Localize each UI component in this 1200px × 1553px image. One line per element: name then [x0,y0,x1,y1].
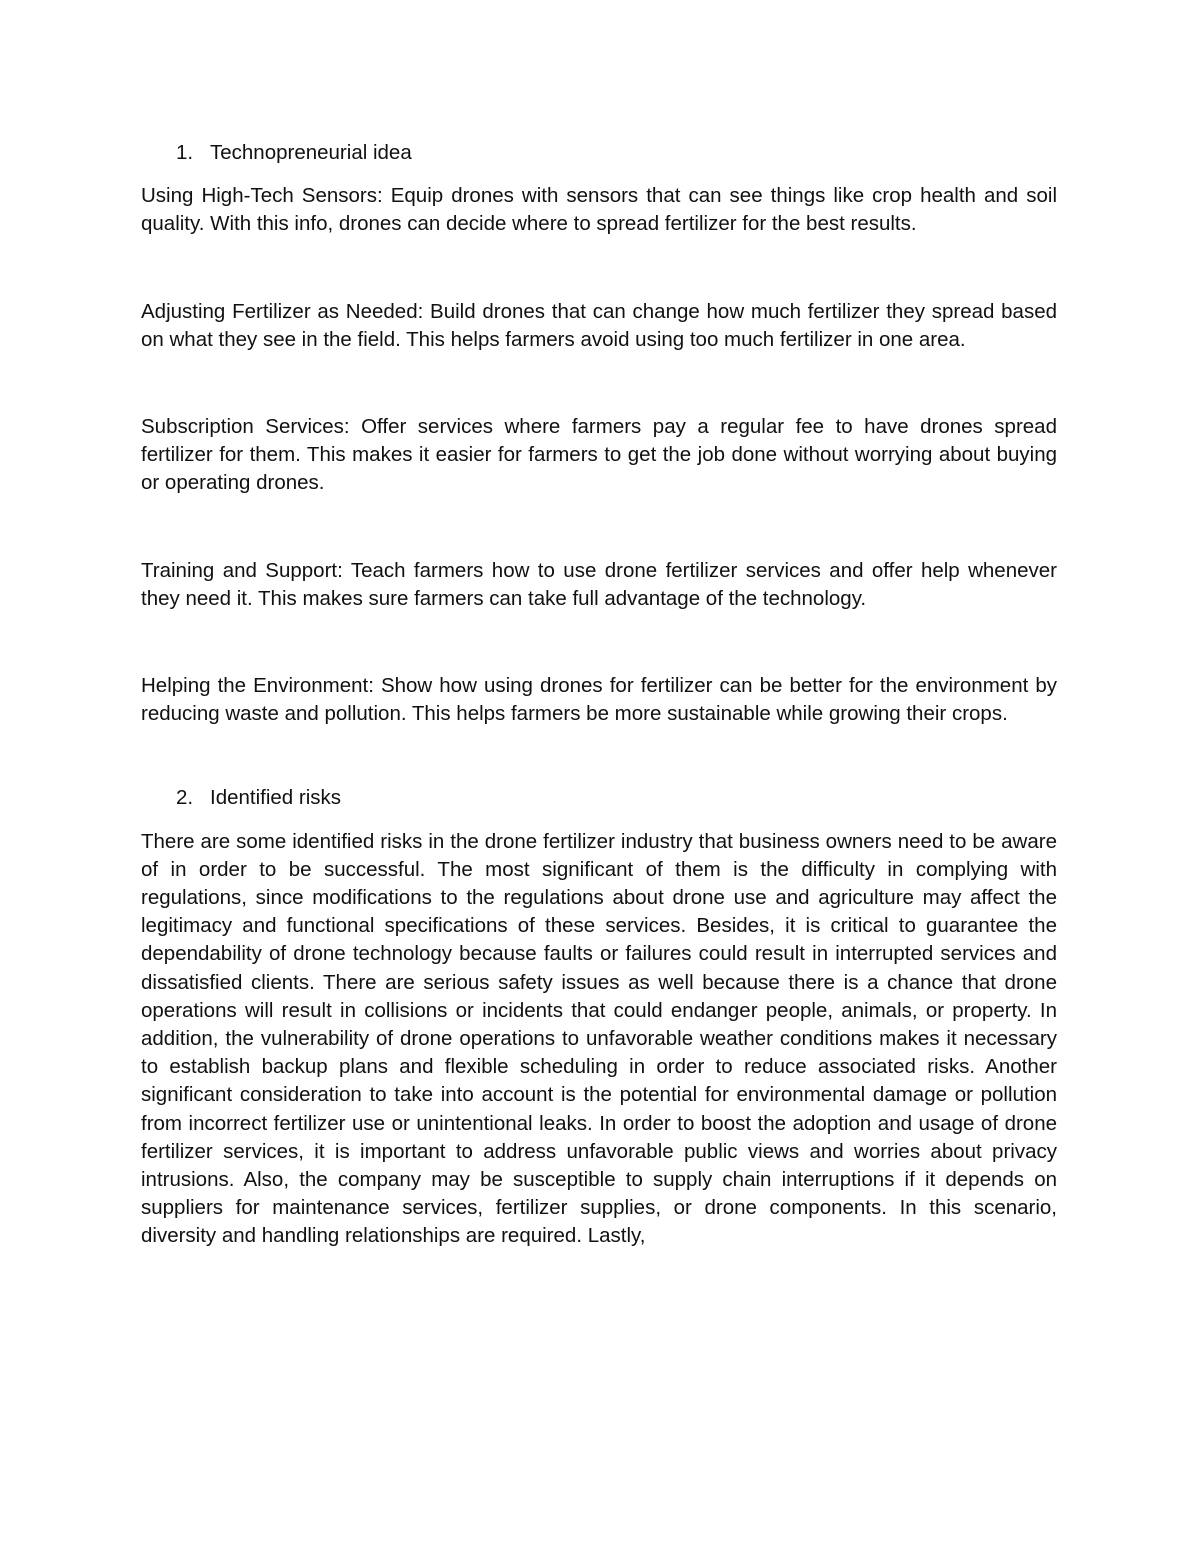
paragraph-training-support: Training and Support: Teach farmers how to use drone fertilizer services and offer help whenever they need it. This makes sure farmers can take full advantage of the technology. [141,558,1057,610]
section-title: Technopreneurial idea [210,141,412,164]
paragraph-adjusting-fertilizer: Adjusting Fertilizer as Needed: Build drones that can change how much fertilizer they spread based on what they see in the field. This helps farmers avoid using too much fertilizer in one area. [141,299,1057,351]
document-page [141,139,1057,1251]
paragraph-spacer [141,354,1057,413]
paragraph-spacer [141,613,1057,672]
paragraph-identified-risks: There are some identified risks in the drone fertilizer industry that business owners need to be aware of in order to be successful. The most significant of them is the difficulty in complying with regulations, since modifications to the regulations about drone use and agriculture may affect the legitimacy and functional specifications of these services. Besides, it is critical to guarantee the dependability of drone technology because faults or failures could result in interrupted services and dissatisfied clients. There are serious safety issues as well because there is a chance that drone operations will result in collisions or incidents that could endanger people, animals, or property. In addition, the vulnerability of drone operations to unfavorable weather conditions makes it necessary to establish backup plans and flexible scheduling in order to reduce associated risks. Another significant consideration to take into account is the potential for environmental damage or pollution from incorrect fertilizer use or unintentional leaks. In order to boost the adoption and usage of drone fertilizer services, it is important to address unfavorable public views and worries about privacy intrusions. Also, the company may be susceptible to supply chain interruptions if it depends on suppliers for maintenance services, fertilizer supplies, or drone components. In this scenario, diversity and handling relationships are required. Lastly, [141,829,1057,1248]
list-number: 1. [176,141,194,164]
paragraph-subscription-services: Subscription Services: Offer services where farmers pay a regular fee to have drones spread fertilizer for them. This makes it easier for farmers to get the job done without worrying about buying or operating drones. [141,415,1057,495]
list-number: 2. [176,786,194,810]
section-title: Identified risks [210,786,342,810]
section-heading-technopreneurial-idea [141,139,1057,167]
paragraph-high-tech-sensors: Using High-Tech Sensors: Equip drones with sensors that can see things like crop health and soil quality. With this info, drones can decide where to spread fertilizer for the best results. [141,184,1057,236]
paragraph-spacer [141,239,1057,298]
section-heading-identified-risks [141,784,1057,812]
paragraph-spacer [141,498,1057,557]
paragraph-helping-environment: Helping the Environment: Show how using drones for fertilizer can be better for the environment by reducing waste and pollution. This helps farmers be more sustainable while growing their crops. [141,674,1057,726]
section-spacer [141,728,1057,784]
